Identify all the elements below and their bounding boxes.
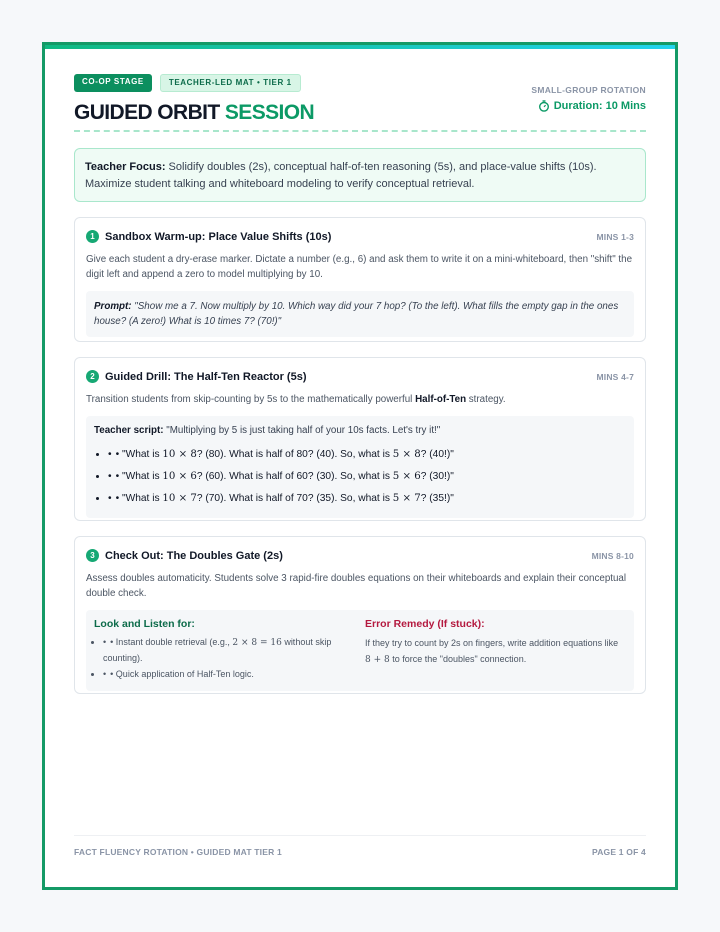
error-remedy-title: Error Remedy (If stuck): [365,618,485,630]
script-body: "Multiplying by 5 is just taking half of your 10s facts. Let's try it!" [163,425,441,436]
focus-text: Solidify doubles (2s), conceptual half-of-ten reasoning (5s), and place-value shifts (10s). Maximize student talking and whiteboard modeling to verify conceptual retrieval. [85,161,597,190]
step-number-badge: 3 [86,549,99,562]
description-end: strategy. [466,394,506,405]
card-title-row [86,370,307,383]
rotation-label: SMALL-GROUP ROTATION [531,85,646,95]
tier-tag: TEACHER-LED MAT • TIER 1 [160,74,301,92]
question-text: ? (40!)" [420,449,454,460]
remedy-text: to force the "doubles" connection. [389,654,527,664]
list-item: • • • Quick application of Half-Ten logic. [103,667,355,682]
strategy-name: Half-of-Ten [415,394,467,405]
question-text: ? (70). What is half of 70? (35). So, what is [196,493,393,504]
time-range: MINS 8-10 [591,550,634,561]
math-expression: 10 × 8 [162,449,197,460]
math-expression: 5 × 6 [392,471,421,482]
worksheet-page [42,42,678,890]
list-item [108,488,626,510]
card-header [86,370,634,383]
page-footer [74,835,646,857]
question-text: • "What is [115,471,163,482]
card-title-row [86,230,331,243]
duration-row [531,100,646,112]
time-range: MINS 1-3 [596,231,634,242]
activity-card-2 [74,357,646,521]
prompt-text [94,299,626,329]
header-divider [74,130,646,132]
item-text: without skip counting). [103,637,332,663]
step-number-badge: 1 [86,230,99,243]
script-label: Teacher script: [94,425,164,436]
teacher-script [94,424,626,438]
card-description: Give each student a dry-erase marker. Dictate a number (e.g., 6) and ask them to write it on a mini-whiteboard, then "shift" the digit left and append a zero to model multiplying by 10. [86,254,633,280]
card-title-row [86,549,283,562]
page-number: PAGE 1 OF 4 [591,847,646,857]
activity-card-3 [74,536,646,694]
question-text: ? (60). What is half of 60? (30). So, what is [196,471,393,482]
title-main: GUIDED ORBIT [74,101,225,124]
teacher-focus-box [74,148,646,202]
card-description [86,392,634,407]
list-item [103,635,355,666]
item-text: • Instant double retrieval (e.g., [110,637,233,647]
description-text: Transition students from skip-counting by 5s to the mathematically powerful [86,394,416,405]
list-item [108,444,626,466]
title-accent: SESSION [224,101,315,124]
math-expression: 5 × 7 [392,493,421,504]
question-text: • "What is [115,449,163,460]
card-title: Check Out: The Doubles Gate (2s) [105,549,283,562]
look-listen-list [94,635,355,682]
question-text: • "What is [115,493,163,504]
math-expression: 10 × 7 [162,493,197,504]
card-title: Sandbox Warm-up: Place Value Shifts (10s) [105,230,332,243]
card-title: Guided Drill: The Half-Ten Reactor (5s) [105,370,307,383]
activity-card-1 [74,217,646,342]
time-range: MINS 4-7 [596,371,634,382]
drill-question-list [94,444,626,510]
prompt-panel [86,291,634,337]
question-text: ? (35!)" [420,493,454,504]
stopwatch-icon [538,100,550,112]
question-text: ? (30!)" [420,471,454,482]
look-listen-column [94,618,355,683]
look-listen-title: Look and Listen for: [94,618,195,630]
step-number-badge: 2 [86,370,99,383]
page-header [74,74,646,134]
header-meta [531,85,646,112]
stage-tag: CO-OP STAGE [74,74,152,92]
math-expression: 2 × 8 = 16 [232,638,282,648]
math-expression: 5 × 8 [392,449,421,460]
assessment-panel [86,610,634,691]
question-text: ? (80). What is half of 80? (40). So, what is [196,449,393,460]
math-expression: 8 + 8 [365,655,390,665]
card-header [86,549,634,562]
error-remedy-column [365,618,626,683]
prompt-body: "Show me a 7. Now multiply by 10. Which way did your 7 hop? (To the left). What fills the empty gap in the ones house? (A zero!) What is 10 times 7? (70!)" [94,301,619,327]
remedy-text: If they try to count by 2s on fingers, write addition equations like [365,638,619,648]
focus-label: Teacher Focus: [85,161,166,173]
card-header [86,230,634,243]
card-description: Assess doubles automaticity. Students solve 3 rapid-fire doubles equations on their whiteboards and explain their conceptual double check. [86,573,627,599]
list-item [108,466,626,488]
duration-text: Duration: 10 Mins [553,100,646,112]
math-expression: 10 × 6 [162,471,197,482]
script-panel [86,416,634,518]
error-remedy-text [365,635,626,668]
prompt-label: Prompt: [94,301,132,312]
footer-title: FACT FLUENCY ROTATION • GUIDED MAT TIER 1 [74,847,282,857]
